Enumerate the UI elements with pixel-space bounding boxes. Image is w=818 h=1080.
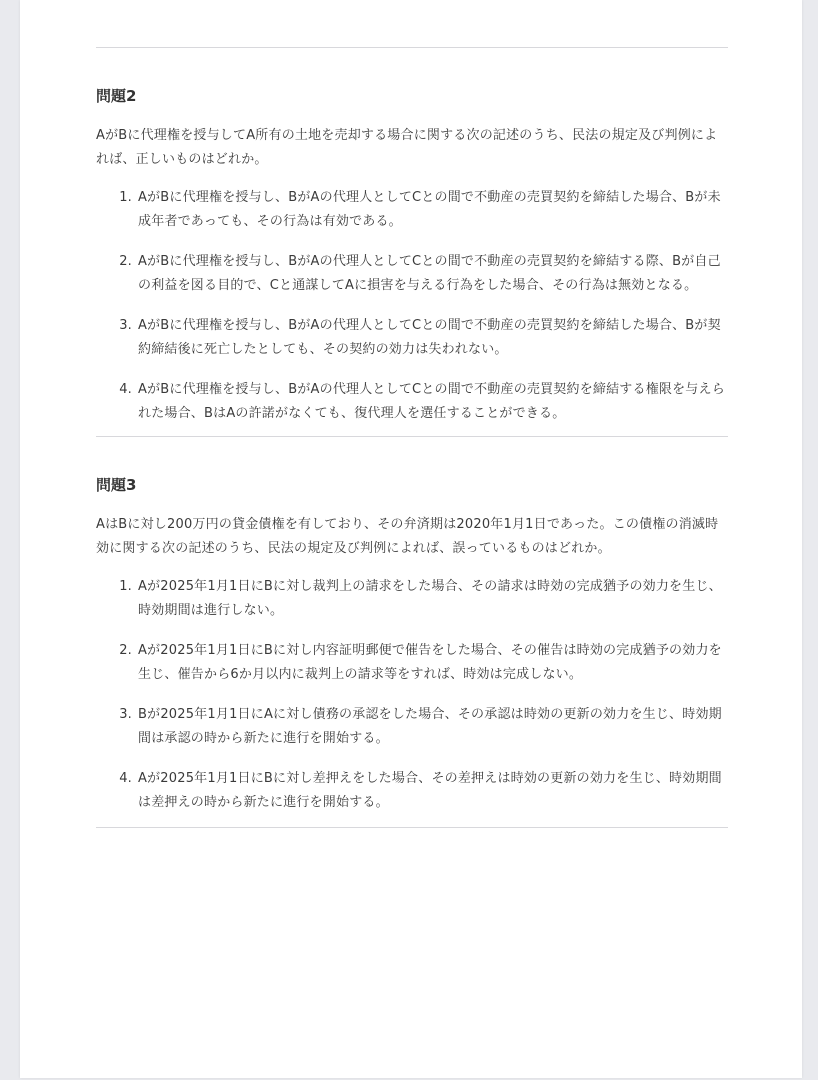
- choice-item: [96, 378, 728, 426]
- choice-item: [96, 575, 728, 623]
- question-title: 問題2: [96, 87, 137, 105]
- bottom-divider: [96, 827, 728, 828]
- question-section-3: [96, 475, 728, 815]
- choice-text: Aが2025年1月1日にBに対し裁判上の請求をした場合、その請求は時効の完成猶予の効力を生じ、時効期間は進行しない。: [138, 579, 722, 618]
- choice-item: [96, 639, 728, 687]
- choice-text: AがBに代理権を授与し、BがAの代理人としてCとの間で不動産の売買契約を締結した場合、Bが契約締結後に死亡したとしても、その契約の効力は失われない。: [138, 318, 721, 357]
- document-content: [96, 47, 728, 828]
- question-text: AがBに代理権を授与してA所有の土地を売却する場合に関する次の記述のうち、民法の規定及び判例によれば、正しいものはどれか。: [96, 128, 718, 167]
- choice-number: 1.: [119, 579, 132, 594]
- choice-text: Bが2025年1月1日にAに対し債務の承認をした場合、その承認は時効の更新の効力を生じ、時効期間は承認の時から新たに進行を開始する。: [138, 707, 722, 746]
- section-divider: [96, 436, 728, 437]
- choice-text: AがBに代理権を授与し、BがAの代理人としてCとの間で不動産の売買契約を締結した場合、Bが未成年者であっても、その行為は有効である。: [138, 190, 721, 229]
- choice-number: 2.: [119, 254, 132, 269]
- top-divider: [96, 47, 728, 48]
- choice-text: AがBに代理権を授与し、BがAの代理人としてCとの間で不動産の売買契約を締結する際、Bが自己の利益を図る目的で、Cと通謀してAに損害を与える行為をした場合、その行為は無効となる。: [138, 254, 721, 293]
- choice-item: [96, 314, 728, 362]
- choice-text: Aが2025年1月1日にBに対し内容証明郵便で催告をした場合、その催告は時効の完成猶予の効力を生じ、催告から6か月以内に裁判上の請求等をすれば、時効は完成しない。: [138, 643, 722, 682]
- choice-item: [96, 767, 728, 815]
- document-page: [20, 0, 802, 1078]
- choice-item: [96, 250, 728, 298]
- choice-number: 1.: [119, 190, 132, 205]
- choice-item: [96, 186, 728, 234]
- choice-number: 3.: [119, 318, 132, 333]
- choice-list: [96, 575, 728, 815]
- question-section-2: [96, 86, 728, 426]
- question-title: 問題3: [96, 476, 137, 494]
- choice-number: 3.: [119, 707, 132, 722]
- choice-text: AがBに代理権を授与し、BがAの代理人としてCとの間で不動産の売買契約を締結する権限を与えられた場合、BはAの許諾がなくても、復代理人を選任することができる。: [138, 382, 725, 421]
- choice-number: 4.: [119, 771, 132, 786]
- choice-number: 4.: [119, 382, 132, 397]
- choice-text: Aが2025年1月1日にBに対し差押えをした場合、その差押えは時効の更新の効力を生じ、時効期間は差押えの時から新たに進行を開始する。: [138, 771, 722, 810]
- choice-item: [96, 703, 728, 751]
- choice-number: 2.: [119, 643, 132, 658]
- choice-list: [96, 186, 728, 426]
- question-text: AはBに対し200万円の貸金債権を有しており、その弁済期は2020年1月1日であった。この債権の消滅時効に関する次の記述のうち、民法の規定及び判例によれば、誤っているものはどれか。: [96, 517, 719, 556]
